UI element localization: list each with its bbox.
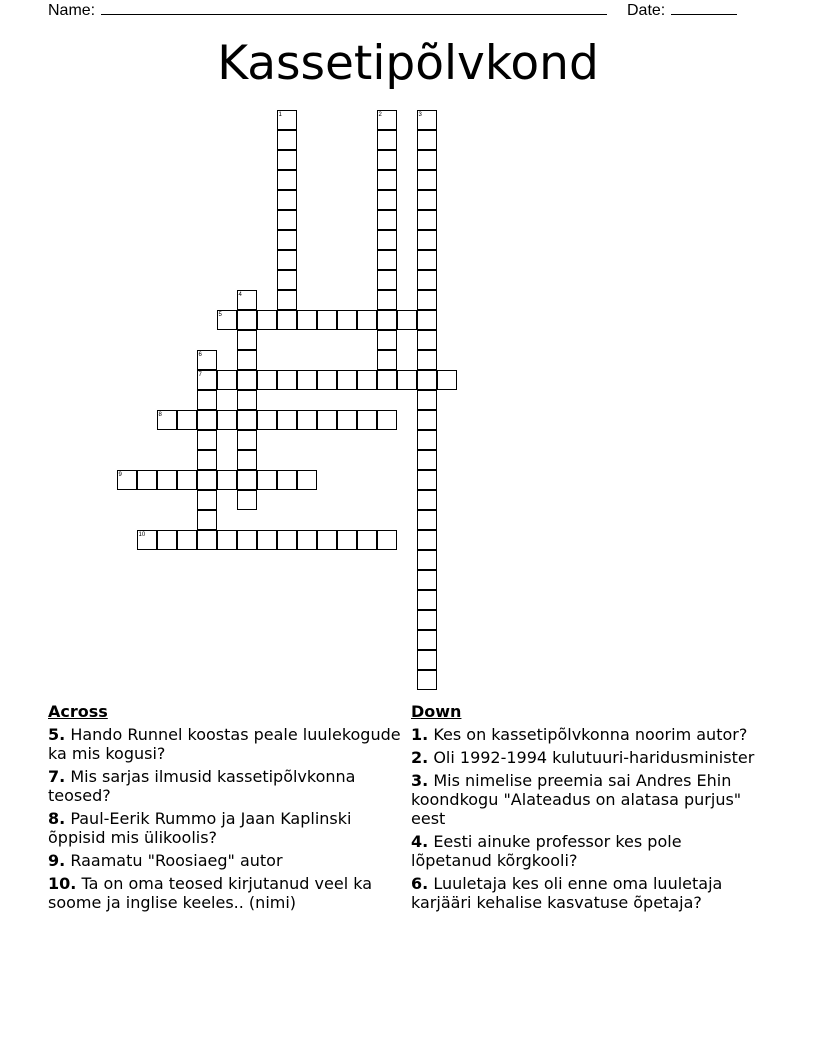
crossword-cell[interactable]: [277, 170, 297, 190]
cell-number: 6: [198, 351, 202, 358]
crossword-cell[interactable]: [317, 370, 337, 390]
crossword-cell[interactable]: [377, 110, 397, 130]
crossword-cell[interactable]: [237, 330, 257, 350]
crossword-cell[interactable]: [277, 290, 297, 310]
clue-across-8: [48, 809, 404, 847]
cell-number: 9: [118, 471, 122, 478]
cell-number: 8: [158, 411, 162, 418]
crossword-cell[interactable]: [337, 370, 357, 390]
crossword-cell[interactable]: [177, 410, 197, 430]
name-label: Name:: [48, 2, 96, 19]
crossword-cell[interactable]: [417, 330, 437, 350]
clue-text: Mis sarjas ilmusid kassetipõlvkonna teosed?: [48, 767, 356, 805]
crossword-cell[interactable]: [277, 270, 297, 290]
crossword-cell[interactable]: [277, 310, 297, 330]
crossword-cell[interactable]: [257, 470, 277, 490]
clue-number: 1.: [411, 725, 429, 744]
crossword-cell[interactable]: [257, 310, 277, 330]
crossword-cell[interactable]: [197, 510, 217, 530]
clue-down-6: [411, 874, 761, 912]
crossword-cell[interactable]: [417, 470, 437, 490]
crossword-cell[interactable]: [237, 310, 257, 330]
crossword-cell[interactable]: [237, 390, 257, 410]
crossword-cell[interactable]: [357, 410, 377, 430]
date-label: Date:: [627, 2, 666, 19]
clue-text: Luuletaja kes oli enne oma luuletaja karjääri kehalise kasvatuse õpetaja?: [411, 874, 723, 912]
crossword-cell[interactable]: [417, 230, 437, 250]
crossword-cell[interactable]: [177, 470, 197, 490]
crossword-cell[interactable]: [417, 430, 437, 450]
crossword-cell[interactable]: [317, 530, 337, 550]
crossword-cell[interactable]: [277, 150, 297, 170]
cell-number: 10: [138, 531, 146, 538]
cell-number: 4: [238, 291, 242, 298]
crossword-cell[interactable]: [117, 470, 137, 490]
crossword-cell[interactable]: [417, 130, 437, 150]
crossword-cell[interactable]: [157, 470, 177, 490]
crossword-cell[interactable]: [377, 310, 397, 330]
crossword-cell[interactable]: [237, 490, 257, 510]
clue-down-4: [411, 832, 761, 870]
crossword-cell[interactable]: [377, 230, 397, 250]
clue-number: 2.: [411, 748, 429, 767]
clue-across-5: [48, 725, 404, 763]
crossword-cell[interactable]: [417, 390, 437, 410]
clue-text: Mis nimelise preemia sai Andres Ehin koondkogu "Alateadus on alatasa purjus" eest: [411, 771, 742, 828]
crossword-cell[interactable]: [277, 370, 297, 390]
crossword-cell[interactable]: [377, 370, 397, 390]
crossword-cell[interactable]: [417, 650, 437, 670]
crossword-cell[interactable]: [317, 410, 337, 430]
crossword-cell[interactable]: [277, 410, 297, 430]
crossword-cell[interactable]: [237, 410, 257, 430]
crossword-cell[interactable]: [197, 490, 217, 510]
crossword-cell[interactable]: [377, 190, 397, 210]
clue-number: 8.: [48, 809, 66, 828]
crossword-cell[interactable]: [417, 210, 437, 230]
crossword-cell[interactable]: [377, 170, 397, 190]
clue-text: Ta on oma teosed kirjutanud veel ka soome ja inglise keeles.. (nimi): [48, 874, 373, 912]
crossword-cell[interactable]: [237, 430, 257, 450]
crossword-cell[interactable]: [197, 410, 217, 430]
crossword-cell[interactable]: [337, 410, 357, 430]
crossword-cell[interactable]: [217, 470, 237, 490]
clue-number: 9.: [48, 851, 66, 870]
crossword-cell[interactable]: [237, 370, 257, 390]
crossword-cell[interactable]: [417, 250, 437, 270]
crossword-cell[interactable]: [417, 610, 437, 630]
crossword-cell[interactable]: [277, 530, 297, 550]
across-clues: [48, 702, 404, 916]
clue-down-1: [411, 725, 761, 744]
crossword-cell[interactable]: [377, 290, 397, 310]
crossword-cell[interactable]: [417, 150, 437, 170]
crossword-cell[interactable]: [177, 530, 197, 550]
crossword-cell[interactable]: [277, 110, 297, 130]
crossword-cell[interactable]: [377, 150, 397, 170]
crossword-cell[interactable]: [417, 670, 437, 690]
crossword-cell[interactable]: [297, 470, 317, 490]
crossword-cell[interactable]: [157, 530, 177, 550]
clue-text: Hando Runnel koostas peale luulekogude ka mis kogusi?: [48, 725, 401, 763]
crossword-cell[interactable]: [277, 250, 297, 270]
crossword-cell[interactable]: [417, 190, 437, 210]
crossword-cell[interactable]: [417, 310, 437, 330]
clue-text: Kes on kassetipõlvkonna noorim autor?: [433, 725, 748, 744]
crossword-cell[interactable]: [217, 530, 237, 550]
clue-text: Eesti ainuke professor kes pole lõpetanud kõrgkooli?: [411, 832, 682, 870]
crossword-cell[interactable]: [257, 410, 277, 430]
crossword-cell[interactable]: [217, 310, 237, 330]
crossword-cell[interactable]: [417, 170, 437, 190]
down-heading: Down: [411, 702, 462, 721]
cell-number: 7: [198, 371, 202, 378]
crossword-cell[interactable]: [217, 370, 237, 390]
crossword-cell[interactable]: [377, 210, 397, 230]
crossword-cell[interactable]: [417, 530, 437, 550]
crossword-cell[interactable]: [137, 470, 157, 490]
cell-number: 2: [378, 111, 382, 118]
crossword-cell[interactable]: [277, 130, 297, 150]
crossword-cell[interactable]: [417, 290, 437, 310]
crossword-cell[interactable]: [197, 350, 217, 370]
crossword-cell[interactable]: [237, 470, 257, 490]
crossword-cell[interactable]: [297, 410, 317, 430]
crossword-cell[interactable]: [417, 550, 437, 570]
crossword-cell[interactable]: [377, 330, 397, 350]
clue-number: 7.: [48, 767, 66, 786]
crossword-cell[interactable]: [377, 270, 397, 290]
crossword-cell[interactable]: [277, 230, 297, 250]
crossword-cell[interactable]: [257, 370, 277, 390]
clue-text: Raamatu "Roosiaeg" autor: [70, 851, 283, 870]
clue-across-7: [48, 767, 404, 805]
crossword-cell[interactable]: [317, 310, 337, 330]
crossword-cell[interactable]: [437, 370, 457, 390]
crossword-cell[interactable]: [197, 390, 217, 410]
crossword-cell[interactable]: [237, 350, 257, 370]
crossword-cell[interactable]: [277, 210, 297, 230]
crossword-cell[interactable]: [417, 450, 437, 470]
crossword-cell[interactable]: [417, 110, 437, 130]
crossword-cell[interactable]: [377, 130, 397, 150]
crossword-cell[interactable]: [297, 310, 317, 330]
crossword-cell[interactable]: [397, 310, 417, 330]
across-heading: Across: [48, 702, 108, 721]
clue-across-10: [48, 874, 404, 912]
crossword-cell[interactable]: [257, 530, 277, 550]
clue-number: 4.: [411, 832, 429, 851]
crossword-cell[interactable]: [417, 370, 437, 390]
crossword-cell[interactable]: [357, 370, 377, 390]
crossword-cell[interactable]: [417, 410, 437, 430]
clue-text: Oli 1992-1994 kulutuuri-haridusminister: [433, 748, 755, 767]
crossword-cell[interactable]: [277, 190, 297, 210]
clue-down-2: [411, 748, 761, 767]
cell-number: 1: [278, 111, 282, 118]
cell-number: 3: [418, 111, 422, 118]
crossword-cell[interactable]: [197, 370, 217, 390]
crossword-cell[interactable]: [277, 470, 297, 490]
clue-text: Paul-Eerik Rummo ja Jaan Kaplinski õppisid mis ülikoolis?: [48, 809, 352, 847]
crossword-cell[interactable]: [337, 310, 357, 330]
crossword-cell[interactable]: [157, 410, 177, 430]
crossword-cell[interactable]: [217, 410, 237, 430]
crossword-cell[interactable]: [377, 250, 397, 270]
crossword-cell[interactable]: [197, 450, 217, 470]
puzzle-title: Kassetipõlvkond: [217, 36, 599, 91]
crossword-cell[interactable]: [377, 410, 397, 430]
crossword-cell[interactable]: [357, 530, 377, 550]
crossword-cell[interactable]: [197, 430, 217, 450]
crossword-cell[interactable]: [417, 270, 437, 290]
clue-number: 3.: [411, 771, 429, 790]
clue-number: 5.: [48, 725, 66, 744]
clue-down-3: [411, 771, 761, 828]
crossword-cell[interactable]: [417, 350, 437, 370]
crossword-cell[interactable]: [237, 290, 257, 310]
crossword-cell[interactable]: [417, 510, 437, 530]
crossword-cell[interactable]: [397, 370, 417, 390]
crossword-cell[interactable]: [417, 490, 437, 510]
crossword-cell[interactable]: [237, 450, 257, 470]
down-clues: [411, 702, 761, 916]
crossword-cell[interactable]: [417, 570, 437, 590]
crossword-cell[interactable]: [377, 530, 397, 550]
clue-across-9: [48, 851, 404, 870]
crossword-cell[interactable]: [297, 530, 317, 550]
crossword-cell[interactable]: [357, 310, 377, 330]
crossword-cell[interactable]: [417, 630, 437, 650]
crossword-cell[interactable]: [337, 530, 357, 550]
crossword-cell[interactable]: [137, 530, 157, 550]
crossword-cell[interactable]: [417, 590, 437, 610]
clue-number: 10.: [48, 874, 77, 893]
crossword-cell[interactable]: [377, 350, 397, 370]
crossword-cell[interactable]: [197, 530, 217, 550]
crossword-cell[interactable]: [297, 370, 317, 390]
clue-number: 6.: [411, 874, 429, 893]
cell-number: 5: [218, 311, 222, 318]
crossword-cell[interactable]: [237, 530, 257, 550]
crossword-cell[interactable]: [197, 470, 217, 490]
